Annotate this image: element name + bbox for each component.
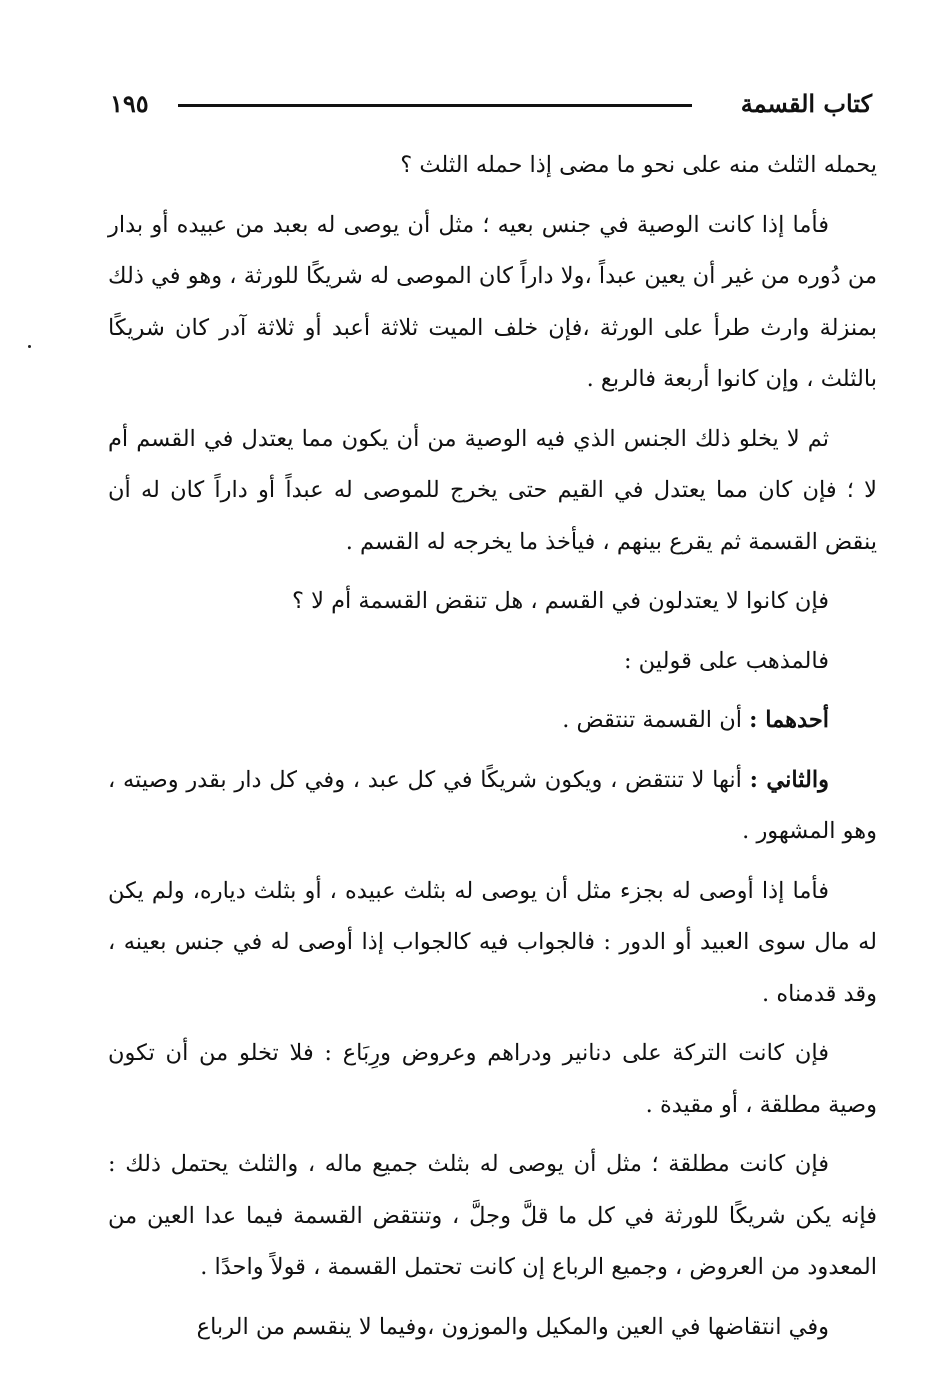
paragraph: فالمذهب على قولين : bbox=[623, 647, 829, 674]
paragraph: فأما إذا أوصى له بجزء مثل أن يوصى له بثلث عبيده ، أو بثلث دياره، ولم يكن له مال سوى العبيد أو الدور : فالجواب فيه كالجواب إذا أوصى له في جنس بعينه ، وقد قدمناه . bbox=[108, 877, 877, 1007]
paragraph: وفي انتقاضها في العين والمكيل والموزون ،وفيما لا ينقسم من الرباع bbox=[196, 1313, 829, 1340]
page-header bbox=[110, 84, 872, 124]
paragraph: فإن كانوا لا يعتدلون في القسم ، هل تنقض القسمة أم لا ؟ bbox=[291, 588, 829, 614]
paragraph: أحدهما : أن القسمة تنتقض . bbox=[562, 707, 829, 733]
paragraph: ثم لا يخلو ذلك الجنس الذي فيه الوصية من أن يكون مما يعتدل في القسم أم لا ؛ فإن كان مما يعتدل في القيم حتى يخرج للموصى له عبداً أو داراً كان له أن ينقض القسمة ثم يقرع بينهم ، فيأخذ ما يخرجه له القسم . bbox=[108, 425, 877, 555]
paragraph: يحمله الثلث منه على نحو ما مضى إذا حمله الثلث ؟ bbox=[400, 152, 877, 178]
header-rule bbox=[178, 104, 692, 107]
paragraph: والثاني : أنها لا تنتقض ، ويكون شريكًا في كل عبد ، وفي كل دار بقدر وصيته ، وهو المشهور . bbox=[108, 766, 877, 844]
paragraph: فأما إذا كانت الوصية في جنس بعيه ؛ مثل أن يوصى له بعبد من عبيده أو بدار من دُوره من غير أن يعين عبداً ،ولا داراً كان الموصى له شريكًا للورثة ، وهو في ذلك بمنزلة وارث طرأ على الورثة ،فإن خلف الميت ثلاثة أعبد أو ثلاثة آدر كان شريكًا بالثلث ، وإن كانوا أربعة فالربع . bbox=[108, 211, 877, 392]
page-number: ١٩٥ bbox=[110, 89, 149, 118]
page-body bbox=[108, 140, 877, 1353]
paragraph-label: والثاني : bbox=[749, 766, 829, 793]
paragraph: فإن كانت مطلقة ؛ مثل أن يوصى له بثلث جميع ماله ، والثلث يحتمل ذلك : فإنه يكن شريكًا للورثة في كل ما قلَّ وجلَّ ، وتنتقض القسمة فيما عدا العين من المعدود من العروض ، وجميع الرباع إن كانت تحتمل القسمة ، قولاً واحدًا . bbox=[108, 1151, 877, 1280]
paragraph: فإن كانت التركة على دنانير ودراهم وعروض ورِبَاع : فلا تخلو من أن تكون وصية مطلقة ، أو مقيدة . bbox=[108, 1040, 877, 1118]
paragraph-label: أحدهما : bbox=[749, 707, 829, 733]
running-title: كتاب القسمة bbox=[740, 89, 872, 118]
scan-speck bbox=[28, 345, 31, 348]
